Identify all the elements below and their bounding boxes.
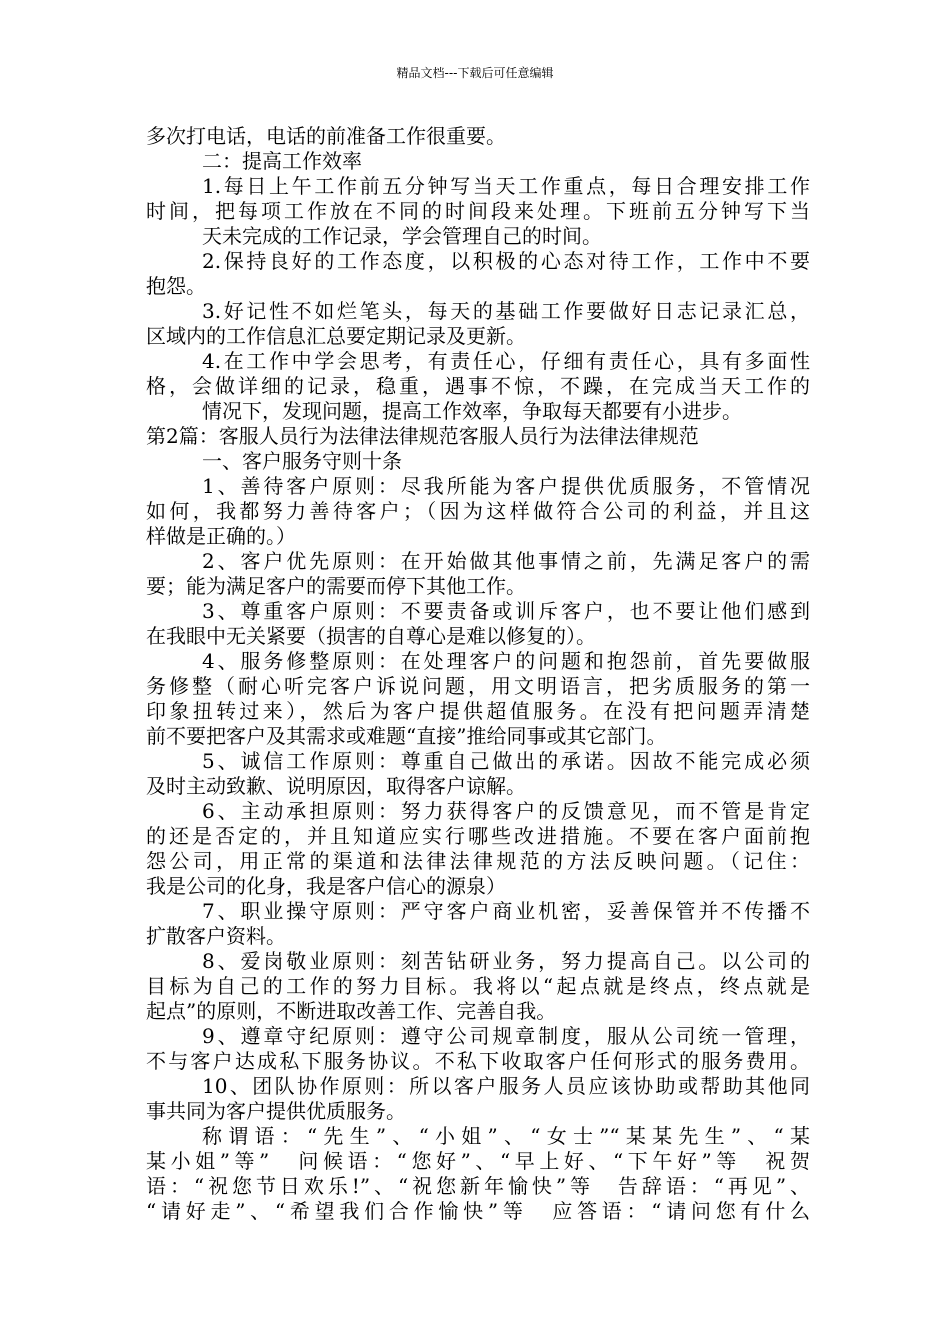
text-line: 样做是正确的。） — [146, 524, 296, 548]
text-line: 印象扭转过来），然后为客户提供超值服务。在没有把问题弄清楚 — [146, 699, 810, 723]
text-line: 某小姐”等” 问候语：“您好”、“早上好、“下午好”等 祝贺 — [146, 1149, 810, 1173]
text-line: 务修整（耐心听完客户诉说问题，用文明语言，把劣质服务的第一 — [146, 674, 810, 698]
document-body — [146, 124, 810, 1224]
text-line: 情况下，发现问题，提高工作效率，争取每天都要有小进步。 — [202, 399, 742, 423]
text-line: 10、团队协作原则：所以客户服务人员应该协助或帮助其他同 — [202, 1074, 810, 1098]
text-line: 及时主动致歉、说明原因，取得客户谅解。 — [146, 774, 526, 798]
text-line: 区域内的工作信息汇总要定期记录及更新。 — [146, 324, 526, 348]
text-line: 如何，我都努力善待客户；（因为这样做符合公司的利益，并且这 — [146, 499, 810, 523]
text-line: 1、善待客户原则：尽我所能为客户提供优质服务，不管情况 — [202, 474, 810, 498]
text-line: 目标为自己的工作的努力目标。我将以“起点就是终点，终点就是 — [146, 974, 810, 998]
text-line: 6、主动承担原则：努力获得客户的反馈意见，而不管是肯定 — [202, 799, 810, 823]
text-line: 我是公司的化身，我是客户信心的源泉） — [146, 874, 506, 898]
text-line: 前不要把客户及其需求或难题“直接”推给同事或其它部门。 — [146, 724, 667, 748]
text-line: 7、职业操守原则：严守客户商业机密，妥善保管并不传播不 — [202, 899, 810, 923]
text-line: 4.在工作中学会思考，有责任心，仔细有责任心，具有多面性 — [202, 349, 810, 373]
text-line: 不与客户达成私下服务协议。不私下收取客户任何形式的服务费用。 — [146, 1049, 810, 1073]
text-line: 格，会做详细的记录，稳重，遇事不惊，不躁，在完成当天工作的 — [146, 374, 810, 398]
text-line: 怨公司，用正常的渠道和法律法律规范的方法反映问题。（记住： — [146, 849, 810, 873]
text-line: 事共同为客户提供优质服务。 — [146, 1099, 406, 1123]
text-line: 多次打电话，电话的前准备工作很重要。 — [146, 124, 506, 148]
text-line: 3.好记性不如烂笔头，每天的基础工作要做好日志记录汇总， — [202, 299, 810, 323]
text-line: 要；能为满足客户的需要而停下其他工作。 — [146, 574, 526, 598]
text-line: 5、诚信工作原则：尊重自己做出的承诺。因故不能完成必须 — [202, 749, 810, 773]
text-line: “请好走”、“希望我们合作愉快”等 应答语：“请问您有什么 — [146, 1199, 810, 1223]
text-line: 天未完成的工作记录，学会管理自己的时间。 — [202, 224, 602, 248]
text-line: 扩散客户资料。 — [146, 924, 286, 948]
text-line: 称谓语：“先生”、“小姐”、“女士”“某某先生”、“某 — [202, 1124, 810, 1148]
text-line: 语：“祝您节日欢乐!”、“祝您新年愉快”等 告辞语：“再见”、 — [146, 1174, 810, 1198]
text-line: 抱怨。 — [146, 274, 206, 298]
text-line: 时间，把每项工作放在不同的时间段来处理。下班前五分钟写下当 — [146, 199, 810, 223]
text-line: 8、爱岗敬业原则：刻苦钻研业务，努力提高自己。以公司的 — [202, 949, 810, 973]
text-line: 二：提高工作效率 — [202, 149, 362, 173]
text-line: 起点”的原则，不断进取改善工作、完善自我。 — [146, 999, 557, 1023]
text-line: 4、服务修整原则：在处理客户的问题和抱怨前，首先要做服 — [202, 649, 810, 673]
text-line: 一、客户服务守则十条 — [202, 449, 402, 473]
text-line: 1.每日上午工作前五分钟写当天工作重点，每日合理安排工作 — [202, 174, 810, 198]
text-line: 3、尊重客户原则：不要责备或训斥客户，也不要让他们感到 — [202, 599, 810, 623]
text-line: 2、客户优先原则：在开始做其他事情之前，先满足客户的需 — [202, 549, 810, 573]
text-line: 第2篇：客服人员行为法律法律规范客服人员行为法律法律规范 — [146, 424, 699, 448]
text-line: 9、遵章守纪原则：遵守公司规章制度，服从公司统一管理， — [202, 1024, 810, 1048]
text-line: 2.保持良好的工作态度，以积极的心态对待工作，工作中不要 — [202, 249, 810, 273]
text-line: 在我眼中无关紧要（损害的自尊心是难以修复的）。 — [146, 624, 596, 648]
text-line: 的还是否定的，并且知道应实行哪些改进措施。不要在客户面前抱 — [146, 824, 810, 848]
page-header: 精品文档---下载后可任意编辑 — [396, 66, 554, 80]
